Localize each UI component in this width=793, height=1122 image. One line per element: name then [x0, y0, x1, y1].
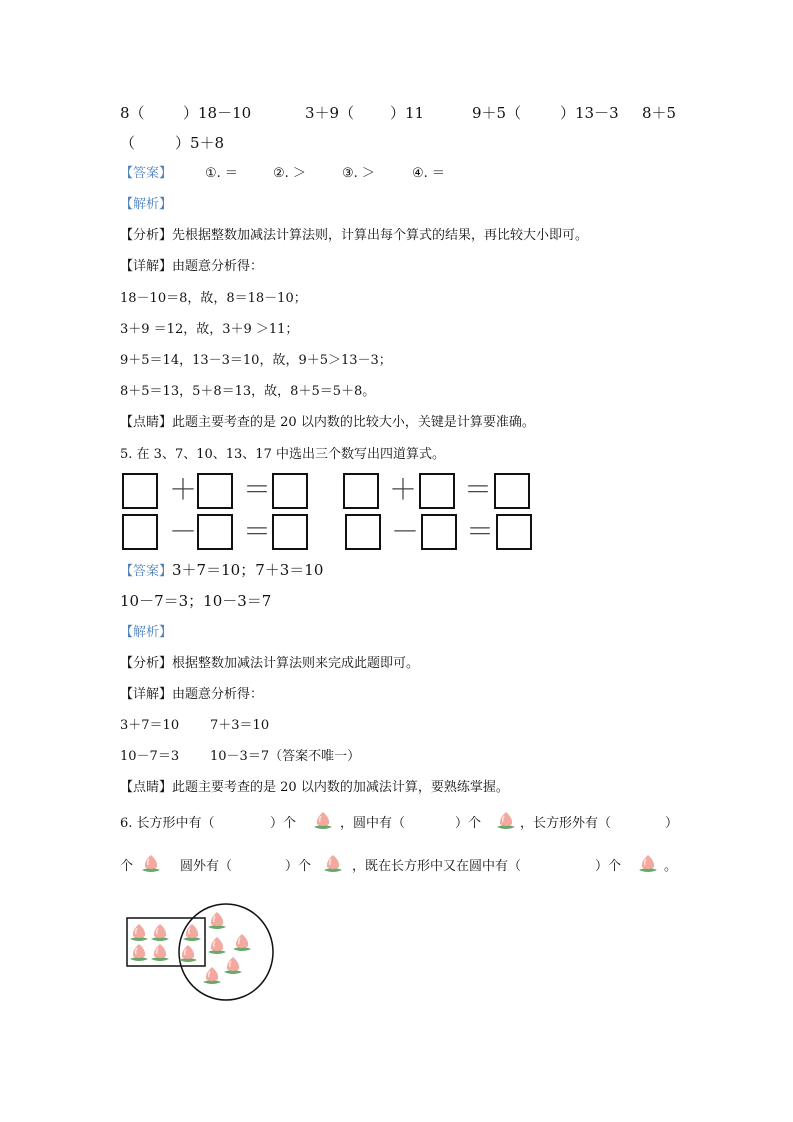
text: 6. 长方形中有（ [120, 816, 215, 831]
text: ）个 [455, 816, 482, 831]
peach-icon [322, 853, 344, 873]
peach-icon [637, 853, 659, 873]
text: 此题主要考查的是 20 以内数的比较大小，关键是计算要准确。 [172, 415, 535, 430]
answer-box[interactable] [421, 514, 457, 550]
answer-box[interactable] [343, 473, 379, 509]
answer-box[interactable] [496, 514, 532, 550]
q5-fenxi [120, 655, 419, 673]
answer-box[interactable] [272, 514, 308, 550]
rectangle-shape [127, 918, 205, 966]
q5-dianjing [120, 779, 509, 797]
peach-icon [130, 924, 148, 941]
answer-box[interactable] [494, 473, 530, 509]
q4-fenxi [120, 227, 588, 245]
equals-sign: ＝ [243, 473, 272, 506]
expr: ）11 [390, 104, 425, 122]
peach-icon [208, 937, 226, 954]
minus-sign: － [169, 515, 198, 548]
equals-sign: ＝ [464, 473, 493, 506]
text: ，长方形外有（ [520, 816, 612, 831]
answer-box[interactable] [197, 473, 233, 509]
equals-sign: ＝ [466, 515, 495, 548]
text: ，既在长方形中又在圆中有（ [352, 859, 522, 874]
text: ）个 [270, 816, 297, 831]
expr: 8＋5 [642, 104, 677, 122]
step: 7＋3＝10 [210, 718, 270, 733]
analysis-label: 【解析】 [120, 625, 173, 640]
answer-box[interactable] [122, 514, 158, 550]
peach-icon [183, 924, 201, 941]
expr: （ [120, 134, 136, 152]
peach-icon [151, 944, 169, 961]
step: 9＋5＝14，13－3＝10，故，9＋5＞13－3； [120, 353, 392, 368]
answer: 10－7＝3；10－3＝7 [120, 592, 272, 610]
label: 【分析】 [120, 656, 173, 671]
label: 【分析】 [120, 228, 173, 243]
peach-icon [140, 853, 162, 873]
expr: ）5＋8 [175, 134, 225, 152]
step: 10－7＝3 [120, 749, 180, 764]
label: 【详解】 [120, 687, 173, 702]
peach-icon [130, 944, 148, 961]
peach-icon [495, 810, 517, 830]
text: 由题意分析得： [172, 687, 264, 702]
answer: ②. ＞ [273, 166, 306, 181]
peach-icon [224, 957, 242, 974]
expr: ）13－3 [560, 104, 619, 122]
peach-icon [312, 810, 334, 830]
step: 3＋9 ＝12，故，3＋9 ＞11； [120, 322, 299, 337]
peach-icon [203, 967, 221, 984]
q5-xiangjie [120, 686, 263, 704]
answer-label: 【答案】 [120, 166, 173, 181]
expr: 8（ [120, 104, 145, 122]
q4-dianjing [120, 414, 535, 432]
q5-answer [120, 561, 323, 579]
peach-icon [151, 924, 169, 941]
plus-sign: ＋ [389, 473, 418, 506]
answer: ①. ＝ [205, 166, 238, 181]
answer: 3＋7＝10；7＋3＝10 [172, 561, 324, 579]
text: 由题意分析得： [172, 259, 264, 274]
expr: ）18－10 [183, 104, 252, 122]
answer: ④. ＝ [412, 166, 445, 181]
step: 18－10＝8，故，8＝18－10； [120, 291, 307, 306]
text: ）个 [595, 859, 622, 874]
text: 此题主要考查的是 20 以内数的加减法计算，要熟练掌握。 [172, 780, 509, 795]
answer-box[interactable] [272, 473, 308, 509]
text: ，圆中有（ [340, 816, 406, 831]
text: ） [665, 816, 679, 831]
answer-label: 【答案】 [120, 564, 173, 579]
analysis-label: 【解析】 [120, 197, 173, 212]
text: 根据整数加减法计算法则来完成此题即可。 [172, 656, 420, 671]
label: 【点睛】 [120, 415, 173, 430]
equals-sign: ＝ [243, 515, 272, 548]
label: 【详解】 [120, 259, 173, 274]
expr: 9＋5（ [472, 104, 522, 122]
text: 先根据整数加减法计算法则，计算出每个算式的结果，再比较大小即可。 [172, 228, 589, 243]
step: 10－3＝7（答案不唯一） [210, 749, 361, 764]
circle-shape [179, 904, 273, 1000]
text: 圆外有（ [180, 859, 233, 874]
answer-box[interactable] [419, 473, 455, 509]
plus-sign: ＋ [169, 473, 198, 506]
answer-box[interactable] [345, 514, 381, 550]
peach-icon [233, 934, 251, 951]
expr: 3＋9（ [305, 104, 355, 122]
answer-box[interactable] [197, 514, 233, 550]
answer-box[interactable] [122, 473, 158, 509]
q4-xiangjie [120, 258, 263, 276]
label: 【点睛】 [120, 780, 173, 795]
step: 3＋7＝10 [120, 718, 180, 733]
text: ）个 [285, 859, 312, 874]
text: 。 [664, 859, 678, 874]
peach-icon [208, 912, 226, 929]
step: 8＋5＝13，5＋8＝13，故，8＋5＝5＋8。 [120, 384, 376, 399]
minus-sign: － [391, 515, 420, 548]
text: 个 [120, 859, 134, 874]
answer: ③. ＞ [342, 166, 375, 181]
q5-title: 5. 在 3、7、10、13、17 中选出三个数写出四道算式。 [120, 447, 445, 462]
peach-icon [179, 945, 197, 962]
